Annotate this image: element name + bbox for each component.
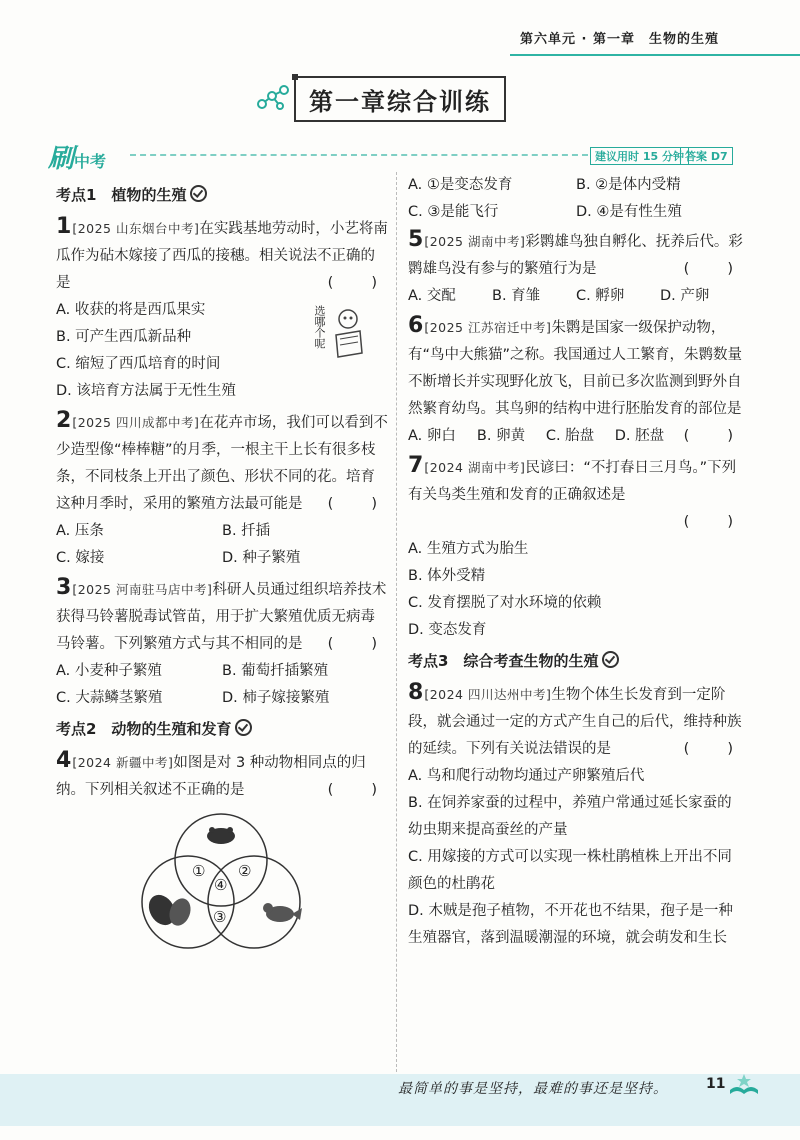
option[interactable]: C. 缩短了西瓜培育的时间 <box>56 356 221 372</box>
answer-blank[interactable]: ( ) <box>327 496 380 512</box>
student-doodle-icon <box>328 305 368 365</box>
handwritten-note: 选哪个呢 <box>313 305 326 349</box>
answer-blank[interactable]: ( ) <box>683 428 736 444</box>
option[interactable]: C. 孵卵 <box>576 288 625 304</box>
time-badge: 建议用时 15 分钟 <box>590 147 689 165</box>
answer-badge: 答案 D7 <box>680 147 733 165</box>
section-heading-2: 考点2 动物的生殖和发育 <box>56 716 388 743</box>
option[interactable]: A. 交配 <box>408 288 456 304</box>
molecule-icon <box>256 82 290 112</box>
option[interactable]: C. 用嫁接的方式可以实现一株杜鹃植株上开出不同颜色的杜鹃花 <box>408 849 732 892</box>
option[interactable]: C. 嫁接 <box>56 550 105 566</box>
chapter-title: 第一章综合训练 <box>294 76 506 122</box>
question-3: 3[2025 河南驻马店中考]科研人员通过组织培养技术获得马铃薯脱毒试管苗，用于扩大繁殖优质无病毒马铃薯。下列繁殖方式与其不相同的是 ( ) A. 小麦种子繁殖 B. 葡萄扦插繁殖 C. 大蒜鳞茎繁殖 D. 柿子嫁接繁殖 <box>56 574 388 712</box>
left-column <box>56 180 388 952</box>
option[interactable]: D. 柿子嫁接繁殖 <box>222 690 330 706</box>
brand-sub: 中考 <box>74 152 107 171</box>
question-4-options <box>408 172 744 226</box>
answer-blank[interactable]: ( ) <box>683 261 736 277</box>
venn-label: ① <box>192 862 206 880</box>
brand-logo <box>48 138 106 175</box>
option[interactable]: A. 小麦种子繁殖 <box>56 663 162 679</box>
option[interactable]: C. ③是能飞行 <box>408 204 499 220</box>
option[interactable]: C. 胎盘 <box>545 428 595 444</box>
option[interactable]: D. 该培育方法属于无性生殖 <box>56 383 236 399</box>
option[interactable]: D. 产卵 <box>660 288 710 304</box>
option[interactable]: A. ①是变态发育 <box>408 177 513 193</box>
option[interactable]: B. 在饲养家蚕的过程中，养殖户常通过延长家蚕的幼虫期来提高蚕丝的产量 <box>408 795 732 838</box>
option[interactable]: C. 发育摆脱了对水环境的依赖 <box>408 595 602 611</box>
answer-blank[interactable]: ( ) <box>327 782 380 798</box>
option[interactable]: B. ②是体内受精 <box>576 177 681 193</box>
column-divider <box>396 172 397 1072</box>
option[interactable]: B. 葡萄扦插繁殖 <box>222 663 329 679</box>
section-heading-3: 考点3 综合考查生物的生殖 <box>408 648 744 675</box>
option[interactable]: C. 大蒜鳞茎繁殖 <box>56 690 163 706</box>
answer-blank[interactable]: ( ) <box>327 275 380 291</box>
section-heading-1: 考点1 植物的生殖 <box>56 182 388 209</box>
option[interactable]: B. 扦插 <box>222 523 271 539</box>
book-icon <box>728 1070 760 1096</box>
option[interactable]: D. 木贼是孢子植物，不开花也不结果，孢子是一种生殖器官，落到温暖潮湿的环境，就会萌发和生长 <box>408 903 733 946</box>
option[interactable]: A. 生殖方式为胎生 <box>408 541 529 557</box>
question-7: 7[2024 湖南中考]民谚曰：“不打春日三月鸟。”下列有关鸟类生殖和发育的正确叙述是 ( ) A. 生殖方式为胎生 B. 体外受精 C. 发育摆脱了对水环境的依赖 D. 变态发育 <box>408 452 744 644</box>
question-2: 2[2025 四川成都中考]在花卉市场，我们可以看到不少造型像“棒棒糖”的月季，一根主干上长有很多枝条，不同枝条上开出了颜色、形状不同的花。培育这种月季时，采用的繁殖方法最可能是 ( ) A. 压条 B. 扦插 C. 嫁接 D. 种子繁殖 <box>56 407 388 572</box>
brand-main: 刷 <box>48 144 75 174</box>
venn-label: ④ <box>214 876 228 894</box>
option[interactable]: D. 胚盘 <box>614 428 665 444</box>
check-circle-icon <box>602 651 619 668</box>
check-circle-icon <box>190 185 207 202</box>
option[interactable]: B. 体外受精 <box>408 568 486 584</box>
frog-icon <box>207 827 235 844</box>
answer-blank[interactable]: ( ) <box>683 514 736 530</box>
question-1: 1[2025 山东烟台中考]在实践基地劳动时，小艺将南瓜作为砧木嫁接了西瓜的接穗。相关说法不正确的是 ( ) A. 收获的将是西瓜果实 B. 可产生西瓜新品种 C. 缩短了西瓜培育的时间 D. 该培育方法属于无性生殖 选哪个呢 <box>56 213 388 405</box>
question-4: 4[2024 新疆中考]如图是对 3 种动物相同点的归纳。下列相关叙述不正确的是 ( ) ① ② ③ ④ <box>56 747 388 950</box>
option[interactable]: A. 压条 <box>56 523 104 539</box>
running-header: 第六单元 · 第一章 生物的生殖 <box>520 32 719 47</box>
header-rule <box>510 54 800 56</box>
butterfly-icon <box>144 890 195 930</box>
answer-blank[interactable]: ( ) <box>327 636 380 652</box>
option[interactable]: A. 鸟和爬行动物均通过产卵繁殖后代 <box>408 768 645 784</box>
question-8: 8[2024 四川达州中考]生物个体生长发育到一定阶段，就会通过一定的方式产生自己的后代，维持种族的延续。下列有关说法错误的是 ( ) A. 鸟和爬行动物均通过产卵繁殖后代 B. 在饲养家蚕的过程中，养殖户常通过延长家蚕的幼虫期来提高蚕丝的产量 C. 用嫁接的方式可以实现一株杜鹃植株上开出不同颜色的杜鹃花 D. 木贼是孢子植物，不开花也不结果，孢子是一种生殖器官，落到温暖潮湿的环境，就会萌发和生长 <box>408 679 744 952</box>
footer-motto: 最简单的事是坚持，最难的事还是坚持。 <box>398 1081 668 1097</box>
venn-label: ③ <box>213 908 227 926</box>
option[interactable]: B. 育雏 <box>492 288 541 304</box>
option[interactable]: A. 卵白 <box>408 428 456 444</box>
option[interactable]: B. 可产生西瓜新品种 <box>56 329 192 345</box>
option[interactable]: D. 变态发育 <box>408 622 487 638</box>
venn-label: ② <box>238 862 252 880</box>
option[interactable]: B. 卵黄 <box>476 428 526 444</box>
check-circle-icon <box>235 719 252 736</box>
question-5: 5[2025 湖南中考]彩鹮雄鸟独自孵化、抚养后代。彩鹮雄鸟没有参与的繁殖行为是 ( ) A. 交配 B. 育雏 C. 孵卵 D. 产卵 <box>408 226 744 310</box>
option[interactable]: A. 收获的将是西瓜果实 <box>56 302 206 318</box>
option[interactable]: D. ④是有性生殖 <box>576 204 682 220</box>
venn-diagram <box>96 810 346 950</box>
brand-rule <box>130 154 588 156</box>
option[interactable]: D. 种子繁殖 <box>222 550 301 566</box>
question-6: 6[2025 江苏宿迁中考]朱鹮是国家一级保护动物，有“鸟中大熊猫”之称。我国通过人工繁育，朱鹮数量不断增长并实现野化放飞，目前已多次监测到野外自然繁育幼鸟。其鸟卵的结构中进行胚胎发育的部位是 ( ) A. 卵白 B. 卵黄 C. 胎盘 D. 胚盘 <box>408 312 744 450</box>
answer-blank[interactable]: ( ) <box>683 741 736 757</box>
right-column <box>408 172 744 954</box>
page-number: 11 <box>706 1076 726 1092</box>
